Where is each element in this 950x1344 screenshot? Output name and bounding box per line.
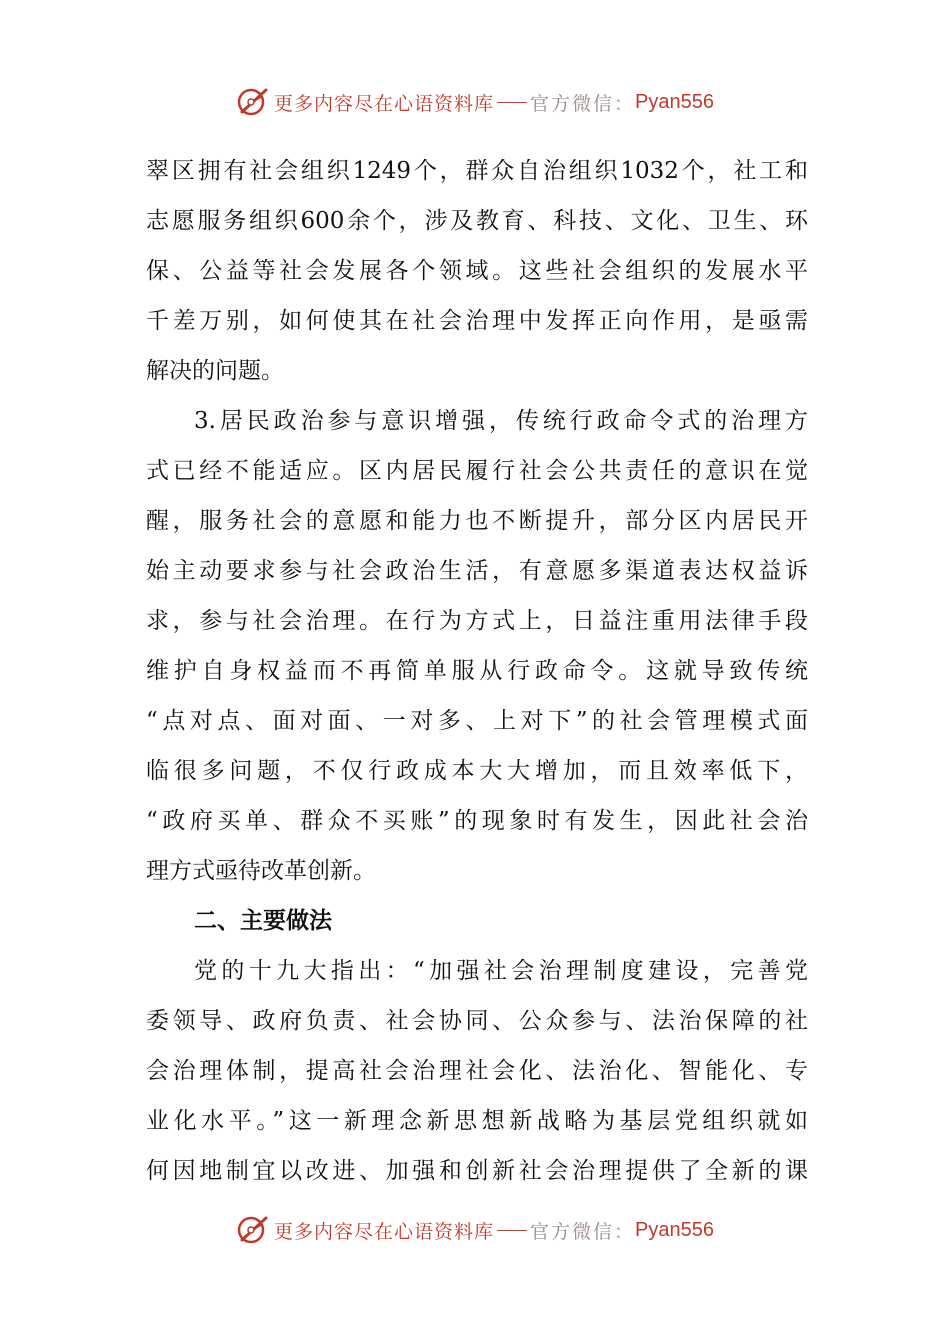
text-line: 解决的问题。 [146, 358, 284, 384]
text-line: 维护自身权益而不再简单服从行政命令。这就导致传统 [146, 658, 808, 684]
text-line: 保、公益等社会发展各个领域。这些社会组织的发展水平 [146, 258, 808, 284]
text-line: “政府买单、群众不买账”的现象时有发生，因此社会治 [146, 808, 808, 834]
banner-dash [497, 1230, 527, 1231]
text-line: 理方式亟待改革创新。 [146, 858, 376, 884]
banner-wechat-id: Pyan556 [635, 90, 714, 113]
text-line: 业化水平。”这一新理念新思想新战略为基层党组织就如 [146, 1108, 808, 1134]
section-heading: 二、主要做法 [194, 907, 332, 934]
banner-dash [497, 102, 527, 103]
text-line: 始主动要求参与社会政治生活，有意愿多渠道表达权益诉 [146, 558, 808, 584]
text-line: 委领导、政府负责、社会协同、公众参与、法治保障的社 [146, 1008, 808, 1034]
banner-main-text: 更多内容尽在心语资料库 [274, 1220, 495, 1243]
banner-main-text: 更多内容尽在心语资料库 [274, 92, 495, 115]
banner-wechat-id: Pyan556 [635, 1218, 714, 1241]
banner-wechat-label: 官方微信： [530, 1220, 636, 1243]
quill-logo-icon [236, 1213, 270, 1247]
text-line: 何因地制宜以改进、加强和创新社会治理提供了全新的课 [146, 1158, 808, 1184]
footer-banner [0, 1210, 950, 1250]
text-line: 醒，服务社会的意愿和能力也不断提升，部分区内居民开 [146, 508, 808, 534]
text-line: “点对点、面对面、一对多、上对下”的社会管理模式面 [146, 708, 808, 734]
header-banner [0, 82, 950, 122]
quill-logo-icon [236, 85, 270, 119]
text-line: 临很多问题，不仅行政成本大大增加，而且效率低下， [146, 758, 808, 784]
text-line: 翠区拥有社会组织1249个，群众自治组织1032个，社工和 [146, 158, 808, 184]
text-line: 志愿服务组织600余个，涉及教育、科技、文化、卫生、环 [146, 208, 808, 234]
text-line: 3.居民政治参与意识增强，传统行政命令式的治理方 [194, 408, 808, 434]
text-line: 求，参与社会治理。在行为方式上，日益注重用法律手段 [146, 608, 808, 634]
text-line: 千差万别，如何使其在社会治理中发挥正向作用，是亟需 [146, 308, 808, 334]
banner-wechat-label: 官方微信： [530, 92, 636, 115]
text-line: 会治理体制，提高社会治理社会化、法治化、智能化、专 [146, 1058, 808, 1084]
text-line: 式已经不能适应。区内居民履行社会公共责任的意识在觉 [146, 458, 808, 484]
text-line: 党的十九大指出：“加强社会治理制度建设，完善党 [194, 958, 808, 984]
document-body [146, 146, 808, 1196]
